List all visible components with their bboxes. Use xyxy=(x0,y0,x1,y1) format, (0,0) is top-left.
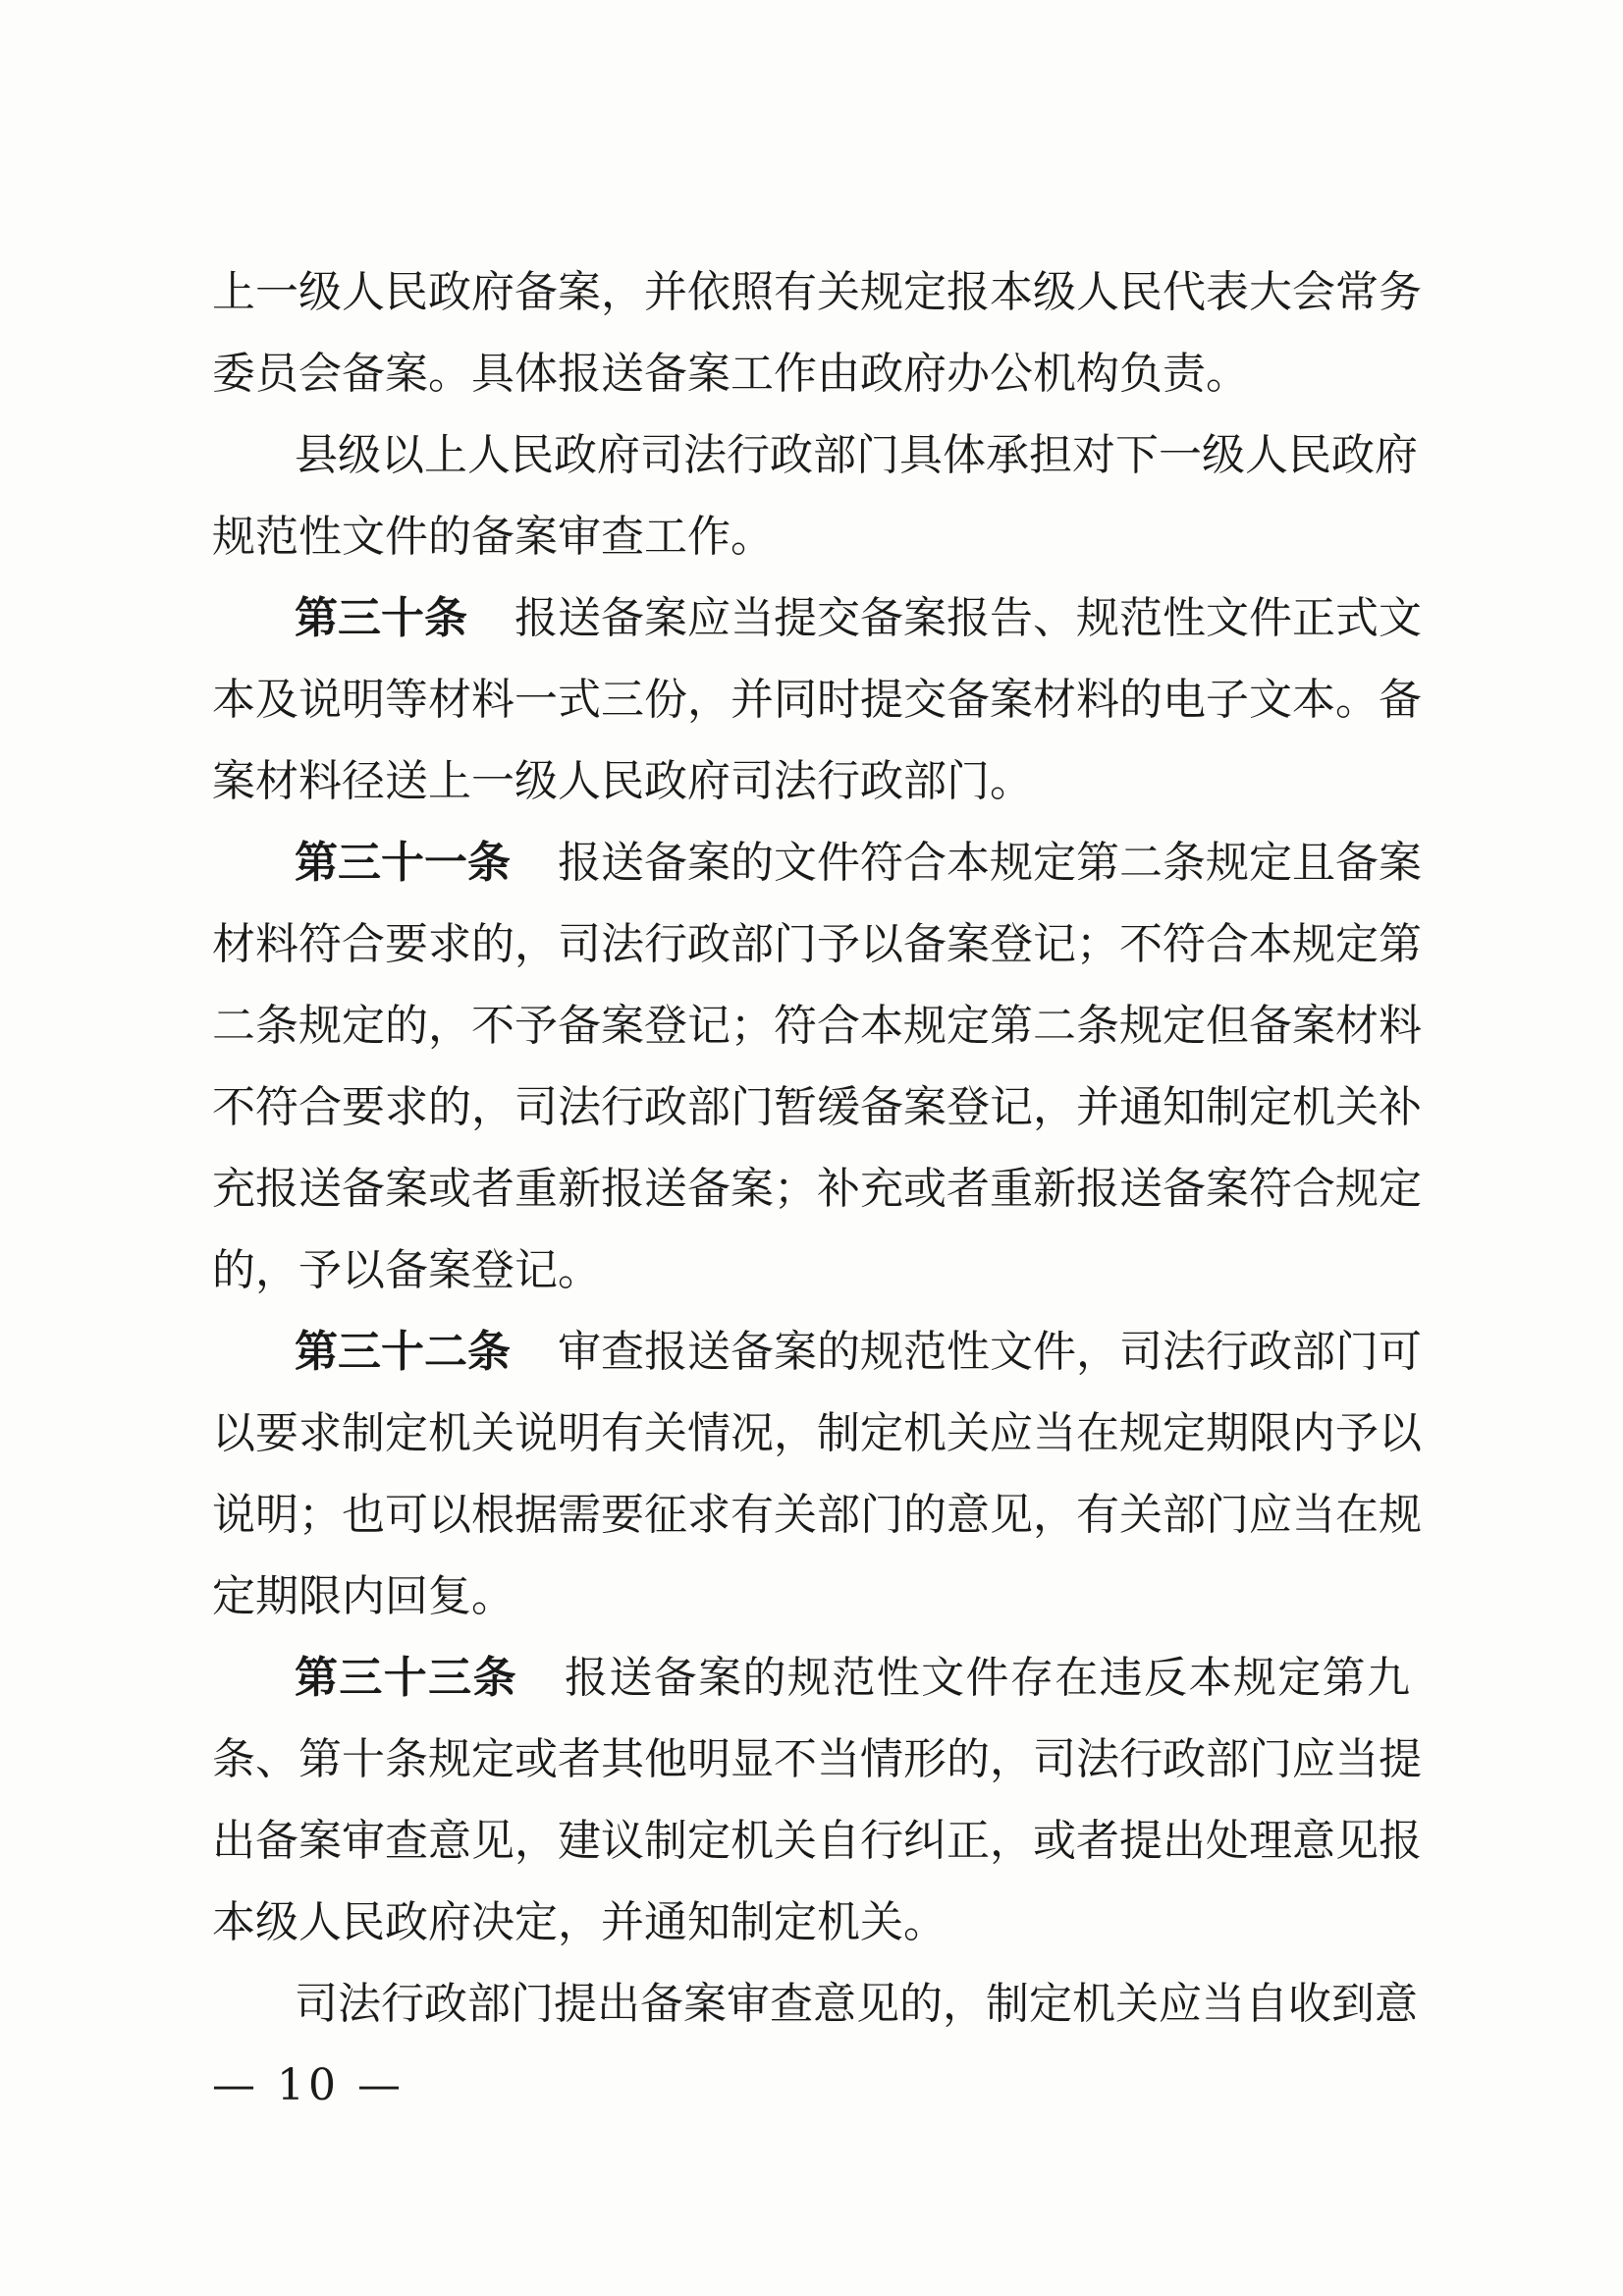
article-33-first-line xyxy=(295,1649,1410,1708)
text-line: 充报送备案或者重新报送备案；补充或者重新报送备案符合规定 xyxy=(212,1164,1422,1214)
text-line: 不符合要求的，司法行政部门暂缓备案登记，并通知制定机关补 xyxy=(212,1082,1422,1132)
paragraph-first-line: 司法行政部门提出备案审查意见的，制定机关应当自收到意 xyxy=(295,1979,1418,2029)
text-line: 二条规定的，不予备案登记；符合本规定第二条规定但备案材料 xyxy=(212,1001,1422,1051)
text-line: 的，予以备案登记。 xyxy=(212,1245,601,1295)
text-line: 说明；也可以根据需要征求有关部门的意见，有关部门应当在规 xyxy=(212,1490,1422,1540)
article-heading: 第三十条 xyxy=(295,593,467,643)
page-number: — 10 — xyxy=(212,2060,405,2110)
article-text: 报送备案应当提交备案报告、规范性文件正式文 xyxy=(514,593,1422,643)
article-32-first-line xyxy=(295,1323,1422,1382)
text-line: 出备案审查意见，建议制定机关自行纠正，或者提出处理意见报 xyxy=(212,1816,1422,1866)
text-line: 上一级人民政府备案，并依照有关规定报本级人民代表大会常务 xyxy=(212,267,1422,317)
text-line: 规范性文件的备案审查工作。 xyxy=(212,512,774,562)
article-text: 审查报送备案的规范性文件，司法行政部门可 xyxy=(558,1327,1422,1377)
article-text: 报送备案的文件符合本规定第二条规定且备案 xyxy=(558,838,1422,888)
article-heading: 第三十二条 xyxy=(295,1327,511,1377)
text-line: 案材料径送上一级人民政府司法行政部门。 xyxy=(212,756,1033,806)
article-heading: 第三十一条 xyxy=(295,838,511,888)
text-line: 本及说明等材料一式三份，并同时提交备案材料的电子文本。备 xyxy=(212,675,1422,725)
article-heading: 第三十三条 xyxy=(295,1653,517,1703)
article-31-first-line xyxy=(295,834,1422,893)
text-line: 委员会备案。具体报送备案工作由政府办公机构负责。 xyxy=(212,349,1249,399)
text-line: 定期限内回复。 xyxy=(212,1571,514,1621)
text-line: 以要求制定机关说明有关情况，制定机关应当在规定期限内予以 xyxy=(212,1408,1422,1458)
paragraph-first-line: 县级以上人民政府司法行政部门具体承担对下一级人民政府 xyxy=(295,430,1418,480)
text-line: 条、第十条规定或者其他明显不当情形的，司法行政部门应当提 xyxy=(212,1734,1422,1784)
article-text: 报送备案的规范性文件存在违反本规定第九 xyxy=(564,1653,1411,1703)
article-30-first-line xyxy=(295,589,1422,648)
text-line: 本级人民政府决定，并通知制定机关。 xyxy=(212,1897,947,1947)
text-line: 材料符合要求的，司法行政部门予以备案登记；不符合本规定第 xyxy=(212,919,1422,969)
